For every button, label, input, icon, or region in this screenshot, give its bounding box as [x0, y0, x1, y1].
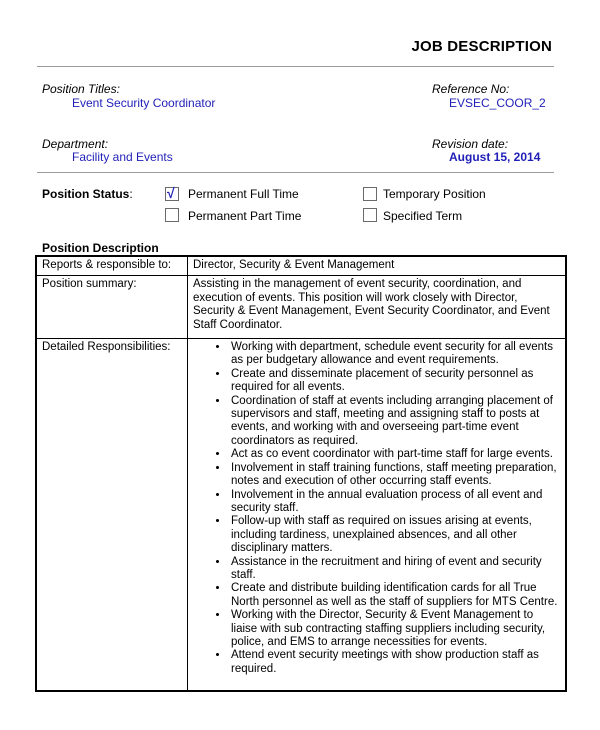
- title-divider: [37, 66, 554, 67]
- responsibilities-label: Detailed Responsibilities:: [36, 339, 188, 692]
- table-row-reports: [36, 256, 566, 276]
- list-item: • Attend event security meetings with show production staff as required.: [229, 649, 561, 676]
- position-description-title: Position Description: [42, 241, 159, 255]
- position-status-label: [42, 187, 133, 201]
- list-item: • Involvement in the annual evaluation process of all event and security staff.: [229, 489, 561, 516]
- position-status-label-text: Position Status: [42, 187, 130, 201]
- list-item: • Follow-up with staff as required on issues arising at events, including tardiness, unexplained absences, and all other disciplinary matters.: [229, 515, 561, 555]
- table-row-summary: [36, 276, 566, 339]
- list-item: • Create and distribute building identification cards for all True North personnel as well as the staff of suppliers for MTS Centre.: [229, 582, 561, 609]
- list-item: • Assistance in the recruitment and hiring of event and security staff.: [229, 556, 561, 583]
- list-item: • Working with the Director, Security & Event Management to liaise with sub contracting staffing suppliers including security, police, and EMS to arrange necessities for events.: [229, 609, 561, 649]
- summary-value: Assisting in the management of event security, coordination, and execution of events. This position will work closely with Director, Security & Event Management, Event Security Coordinator, and Event Staff Coordinator.: [188, 276, 567, 339]
- reference-value: EVSEC_COOR_2: [449, 96, 546, 110]
- temporary-position-label: Temporary Position: [383, 187, 486, 201]
- table-row-responsibilities: [36, 339, 566, 692]
- header-divider: [37, 172, 554, 173]
- list-item: • Act as co event coordinator with part-time staff for large events.: [229, 448, 561, 461]
- position-description-table: [35, 255, 567, 692]
- temporary-position-checkbox[interactable]: [363, 187, 377, 201]
- department-label: Department:: [42, 137, 109, 151]
- permanent-part-time-label: Permanent Part Time: [188, 209, 302, 223]
- reference-label: Reference No:: [432, 82, 510, 96]
- department-value: Facility and Events: [72, 150, 173, 164]
- position-titles-label: Position Titles:: [42, 82, 120, 96]
- revision-label: Revision date:: [432, 137, 509, 151]
- position-status-colon: :: [129, 187, 133, 201]
- permanent-full-time-checkbox[interactable]: [165, 187, 179, 201]
- reports-value: Director, Security & Event Management: [188, 256, 567, 276]
- list-item: • Coordination of staff at events including arranging placement of supervisors and staff, meeting and assigning staff to posts at events, and working with and overseeing part-time event coordinators as required.: [229, 395, 561, 449]
- document-title: JOB DESCRIPTION: [411, 38, 552, 55]
- permanent-part-time-checkbox[interactable]: [165, 208, 179, 222]
- responsibilities-cell: [188, 339, 567, 692]
- specified-term-label: Specified Term: [383, 209, 463, 223]
- list-item: • Working with department, schedule event security for all events as per budgetary allowance and event requirements.: [229, 341, 561, 368]
- position-title-value: Event Security Coordinator: [72, 96, 216, 110]
- permanent-full-time-label: Permanent Full Time: [188, 187, 299, 201]
- specified-term-checkbox[interactable]: [363, 208, 377, 222]
- summary-label: Position summary:: [36, 276, 188, 339]
- reports-label: Reports & responsible to:: [36, 256, 188, 276]
- list-item: • Involvement in staff training functions, staff meeting preparation, notes and execution of other occurring staff events.: [229, 462, 561, 489]
- responsibilities-list: [193, 341, 561, 676]
- checkmark-icon: √: [167, 185, 175, 201]
- list-item: • Create and disseminate placement of security personnel as required for all events.: [229, 368, 561, 395]
- revision-value: August 15, 2014: [449, 150, 541, 164]
